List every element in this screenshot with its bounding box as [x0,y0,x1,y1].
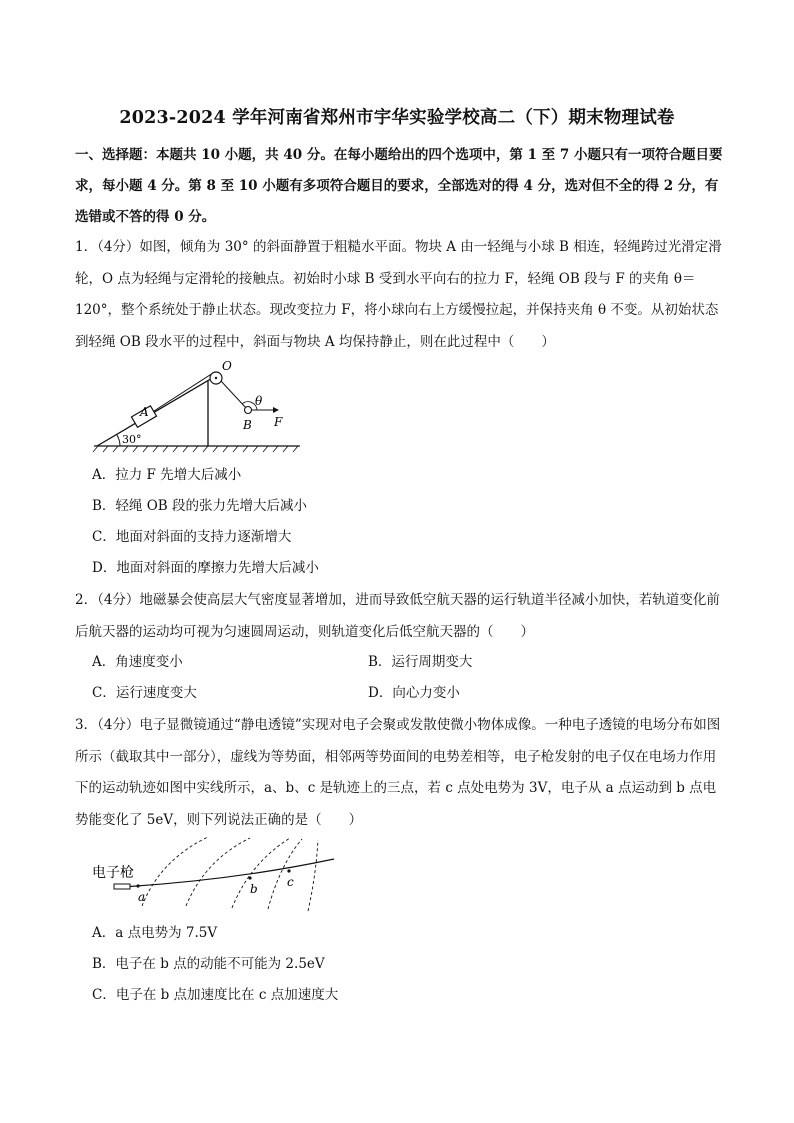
figure-label-o: O [222,359,232,373]
figure-label-b-point: b [250,882,258,896]
question-2-stem: 2．（4分）地磁暴会使高层大气密度显著增加，进而导致低空航天器的运行轨道半径减小加快，若轨道变化前后航天器的运动均可视为匀速圆周运动，则轨道变化后低空航天器的（ ） [75,592,720,640]
figure-label-theta: θ [255,394,263,408]
page-title: 2023-2024 学年河南省郑州市宇华实验学校高二（下）期末物理试卷 [119,108,675,128]
question-1-option-c: C．地面对斜面的支持力逐渐增大 [92,529,292,545]
figure-label-b: B [243,418,252,432]
figure-label-angle: 30° [122,433,142,446]
figure-label-f: F [274,415,283,429]
section-instructions: 一、选择题：本题共 10 小题，共 40 分。在每小题给出的四个选项中，第 1 至 7 小题只有一项符合题目要求，每小题 4 分。第 8 至 10 小题有多项符合题目的要求，全部选对的得 4 分，选对但不全的得 2 分，有选错或不答的得 0 分。 [75,147,723,225]
question-1-option-b: B．轻绳 OB 段的张力先增大后减小 [92,498,307,514]
figure-label-a-point: a [138,890,146,904]
question-3-option-a: A．a 点电势为 7.5V [92,925,218,941]
question-1-option-d: D．地面对斜面的摩擦力先增大后减小 [92,560,319,576]
question-2-option-c: C．运行速度变大 [92,685,197,701]
figure-label-c-point: c [287,875,294,889]
question-2-option-b: B．运行周期变大 [368,654,473,670]
question-2-option-a: A．角速度变小 [92,654,183,670]
figure-label-a: A [140,405,149,419]
question-3-stem: 3．（4分）电子显微镜通过“静电透镜”实现对电子会聚或发散使微小物体成像。一种电子透镜的电场分布如图所示（截取其中一部分），虚线为等势面，相邻两等势面间的电势差相等，电子枪发射的电子仅在电场力作用下的运动轨迹如图中实线所示，a、b、c 是轨迹上的三点，若 c 点处电势为 3V，电子从 a 点运动到 b 点电势能变化了 5eV，则下列说法正确的是（ ） [75,717,721,828]
question-3-figure [90,835,340,913]
question-3-option-b: B．电子在 b 点的动能不可能为 2.5eV [92,956,325,972]
figure-label-gun: 电子枪 [92,865,134,881]
question-3-option-c: C．电子在 b 点加速度比在 c 点加速度大 [92,987,339,1003]
question-2-option-d: D．向心力变小 [368,685,460,701]
question-1-stem: 1．（4分）如图，倾角为 30° 的斜面静置于粗糙水平面。物块 A 由一轻绳与小球 B 相连，轻绳跨过光滑定滑轮，O 点为轻绳与定滑轮的接触点。初始时小球 B 受到水平向右的拉力 F，轻绳 OB 段与 F 的夹角 θ＝120°，整个系统处于静止状态。现改变拉力 F，将小球向右上方缓慢拉起，并保持夹角 θ 不变。从初始状态到轻绳 OB 段水平的过程中，斜面与物块 A 均保持静止，则在此过程中（ ） [75,239,722,350]
question-1-figure [92,358,302,453]
question-1-option-a: A．拉力 F 先增大后减小 [92,467,242,483]
